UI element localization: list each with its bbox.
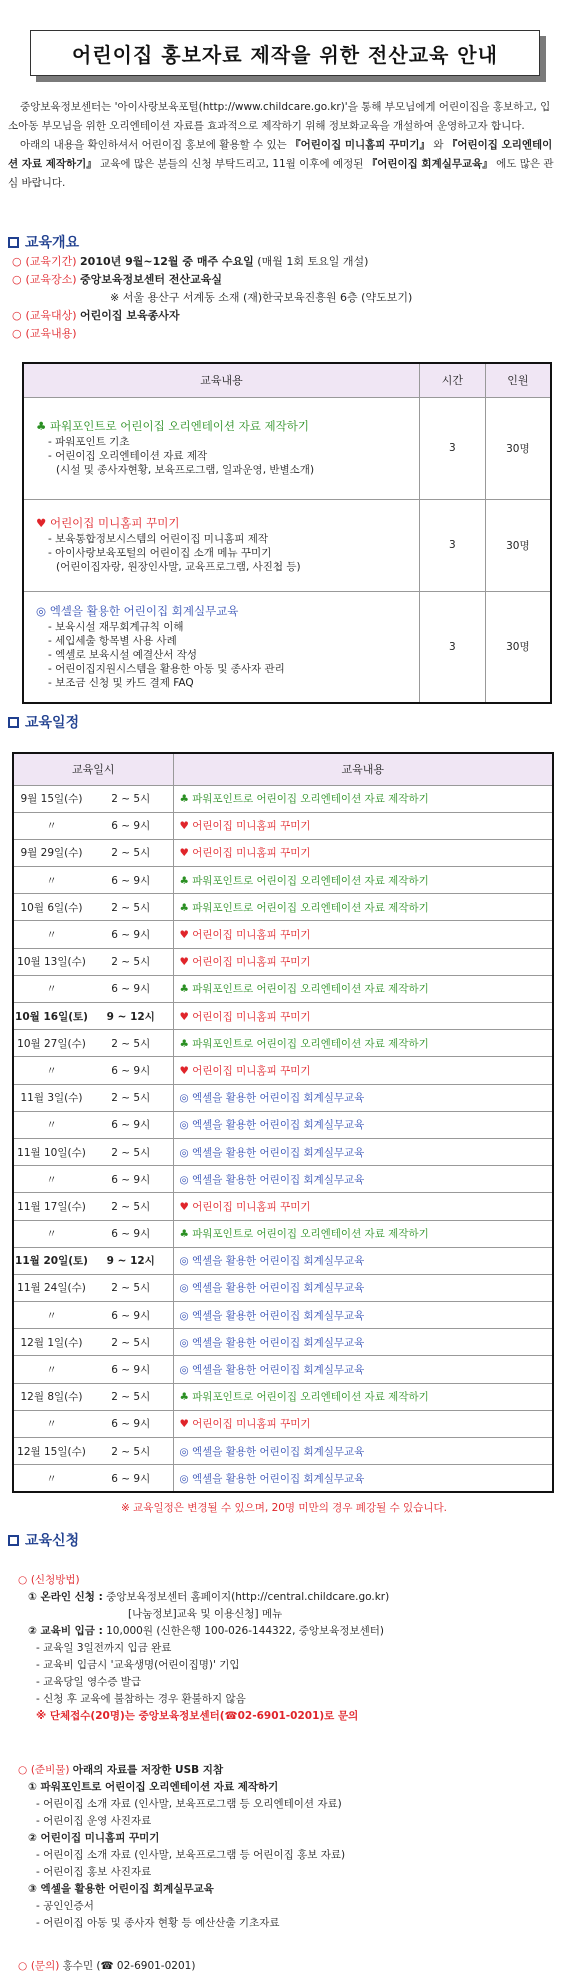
schedule-time: 6 ~ 9시: [89, 1111, 173, 1138]
schedule-time: 9 ~ 12시: [89, 1247, 173, 1274]
schedule-time: 9 ~ 12시: [89, 1003, 173, 1030]
course-table-header: 시간: [419, 363, 485, 397]
course-table-header: 교육내용: [23, 363, 419, 397]
schedule-course: ♥ 어린이집 미니홈피 꾸미기: [173, 1193, 553, 1220]
overview-content-label: ○ (교육내용): [12, 327, 77, 340]
schedule-course: ♥ 어린이집 미니홈피 꾸미기: [173, 839, 553, 866]
schedule-course: ◎ 엑셀을 활용한 어린이집 회계실무교육: [173, 1356, 553, 1383]
table-row: [13, 1220, 553, 1247]
schedule-time: 2 ~ 5시: [89, 1438, 173, 1465]
schedule-time: 2 ~ 5시: [89, 1274, 173, 1301]
schedule-body: [13, 785, 553, 1492]
schedule-time: 2 ~ 5시: [89, 894, 173, 921]
schedule-date: 〃: [13, 1166, 89, 1193]
course-table-header: 인원: [485, 363, 551, 397]
schedule-date: 〃: [13, 921, 89, 948]
schedule-course: ◎ 엑셀을 활용한 어린이집 회계실무교육: [173, 1329, 553, 1356]
schedule-course: ◎ 엑셀을 활용한 어린이집 회계실무교육: [173, 1166, 553, 1193]
schedule-course: ♣ 파워포인트로 어린이집 오리엔테이션 자료 제작하기: [173, 1030, 553, 1057]
schedule-course: ◎ 엑셀을 활용한 어린이집 회계실무교육: [173, 1274, 553, 1301]
table-row: [13, 894, 553, 921]
schedule-time: 6 ~ 9시: [89, 1166, 173, 1193]
hours-cell: 3: [419, 591, 485, 703]
schedule-date: 〃: [13, 1220, 89, 1247]
schedule-header-content: 교육내용: [173, 753, 553, 785]
application-contact: ○ (문의) 홍수민 (☎ 02-6901-0201): [18, 1960, 196, 1972]
course-cell: ◎ 엑셀을 활용한 어린이집 회계실무교육 - 보육시설 재무회계규칙 이해 - 세입세출 항목별 사용 사례 - 엑셀로 보육시설 예결산서 작성 - 어린이집지원시스템을 활용한 아동 및 종사자 관리 - 보조금 신청 및 카드 결제 FAQ: [23, 591, 419, 703]
schedule-notice: ※ 교육일정은 변경될 수 있으며, 20명 미만의 경우 폐강될 수 있습니다.: [121, 1502, 447, 1514]
schedule-date: 12월 1일(수): [13, 1329, 89, 1356]
schedule-course: ◎ 엑셀을 활용한 어린이집 회계실무교육: [173, 1465, 553, 1492]
schedule-date: 11월 17일(수): [13, 1193, 89, 1220]
schedule-time: 2 ~ 5시: [89, 948, 173, 975]
schedule-date: 10월 27일(수): [13, 1030, 89, 1057]
schedule-time: 6 ~ 9시: [89, 1302, 173, 1329]
schedule-date: 〃: [13, 1465, 89, 1492]
schedule-time: 2 ~ 5시: [89, 839, 173, 866]
table-row: [23, 397, 551, 499]
table-row: [13, 839, 553, 866]
schedule-date: 9월 15일(수): [13, 785, 89, 812]
overview-target: ○ (교육대상) 어린이집 보육종사자: [12, 309, 180, 322]
schedule-time: 6 ~ 9시: [89, 1465, 173, 1492]
schedule-time: 6 ~ 9시: [89, 1356, 173, 1383]
schedule-date: 12월 15일(수): [13, 1438, 89, 1465]
schedule-course: ♣ 파워포인트로 어린이집 오리엔테이션 자료 제작하기: [173, 1220, 553, 1247]
schedule-course: ◎ 엑셀을 활용한 어린이집 회계실무교육: [173, 1438, 553, 1465]
course-cell: ♥ 어린이집 미니홈피 꾸미기 - 보육통합정보시스템의 어린이집 미니홈피 제작 - 아이사랑보육포털의 어린이집 소개 메뉴 꾸미기 (어린이집자랑, 원장인사말, 교육프로그램, 사진첩 등): [23, 499, 419, 591]
schedule-time: 2 ~ 5시: [89, 1383, 173, 1410]
schedule-course: ◎ 엑셀을 활용한 어린이집 회계실무교육: [173, 1084, 553, 1111]
schedule-date: 〃: [13, 1356, 89, 1383]
schedule-course: ◎ 엑셀을 활용한 어린이집 회계실무교육: [173, 1138, 553, 1165]
schedule-date: 10월 16일(토): [13, 1003, 89, 1030]
schedule-course: ♣ 파워포인트로 어린이집 오리엔테이션 자료 제작하기: [173, 1383, 553, 1410]
schedule-time: 6 ~ 9시: [89, 975, 173, 1002]
square-icon: [8, 1535, 19, 1546]
schedule-time: 6 ~ 9시: [89, 1220, 173, 1247]
table-row: [13, 948, 553, 975]
section-heading-overview: 교육개요: [8, 232, 79, 252]
schedule-course: ♥ 어린이집 미니홈피 꾸미기: [173, 1057, 553, 1084]
table-row: [13, 1329, 553, 1356]
course-table: [22, 362, 552, 704]
schedule-time: 6 ~ 9시: [89, 867, 173, 894]
capacity-cell: 30명: [485, 591, 551, 703]
course-cell: ♣ 파워포인트로 어린이집 오리엔테이션 자료 제작하기 - 파워포인트 기초 - 어린이집 오리엔테이션 자료 제작 (시설 및 종사자현황, 보육프로그램, 일과운영, 반별소개): [23, 397, 419, 499]
schedule-date: 〃: [13, 1111, 89, 1138]
schedule-course: ♣ 파워포인트로 어린이집 오리엔테이션 자료 제작하기: [173, 975, 553, 1002]
page-title: 어린이집 홍보자료 제작을 위한 전산교육 안내: [72, 42, 498, 67]
table-row: [13, 975, 553, 1002]
schedule-time: 2 ~ 5시: [89, 1193, 173, 1220]
schedule-course: ♥ 어린이집 미니홈피 꾸미기: [173, 948, 553, 975]
hours-cell: 3: [419, 397, 485, 499]
table-row: [13, 1138, 553, 1165]
intro-text: [8, 98, 558, 193]
section-heading-schedule: 교육일정: [8, 712, 79, 732]
table-row: [13, 1003, 553, 1030]
intro-paragraph-2: 아래의 내용을 확인하셔서 어린이집 홍보에 활용할 수 있는 『어린이집 미니홈피 꾸미기』 와 『어린이집 오리엔테이션 자료 제작하기』 교육에 많은 분들의 신청 부탁드리고, 11월 이후에 예정된 『어린이집 회계실무교육』 에도 많은 관심 바랍니다.: [8, 139, 554, 189]
intro-paragraph-1: 중앙보육정보센터는 '아이사랑보육포털(http://www.childcare.go.kr)'을 통해 부모님에게 어린이집을 홍보하고, 입소아동 부모님을 위한 오리엔테이션 자료를 효과적으로 제작하기 위해 정보화교육을 개설하여 운영하고자 합니다.: [8, 101, 551, 132]
schedule-date: 10월 6일(수): [13, 894, 89, 921]
schedule-course: ◎ 엑셀을 활용한 어린이집 회계실무교육: [173, 1247, 553, 1274]
table-row: [13, 1356, 553, 1383]
schedule-course: ♣ 파워포인트로 어린이집 오리엔테이션 자료 제작하기: [173, 867, 553, 894]
schedule-date: 11월 10일(수): [13, 1138, 89, 1165]
schedule-time: 2 ~ 5시: [89, 785, 173, 812]
table-row: [13, 1302, 553, 1329]
table-row: [13, 1410, 553, 1437]
schedule-date: 〃: [13, 812, 89, 839]
schedule-time: 2 ~ 5시: [89, 1084, 173, 1111]
schedule-date: 11월 24일(수): [13, 1274, 89, 1301]
schedule-time: 6 ~ 9시: [89, 1410, 173, 1437]
capacity-cell: 30명: [485, 499, 551, 591]
table-row: [23, 499, 551, 591]
table-row: [13, 1057, 553, 1084]
table-row: [13, 1030, 553, 1057]
overview-period: ○ (교육기간) 2010년 9월~12월 중 매주 수요일 (매월 1회 토요일 개설): [12, 255, 369, 268]
schedule-time: 2 ~ 5시: [89, 1030, 173, 1057]
schedule-time: 6 ~ 9시: [89, 921, 173, 948]
table-row: [13, 785, 553, 812]
schedule-course: ♥ 어린이집 미니홈피 꾸미기: [173, 812, 553, 839]
schedule-date: 〃: [13, 975, 89, 1002]
schedule-course: ♥ 어린이집 미니홈피 꾸미기: [173, 1003, 553, 1030]
table-row: [13, 1383, 553, 1410]
table-row: [23, 591, 551, 703]
schedule-date: 9월 29일(수): [13, 839, 89, 866]
table-row: [13, 1438, 553, 1465]
section-heading-application: 교육신청: [8, 1530, 79, 1550]
schedule-date: 10월 13일(수): [13, 948, 89, 975]
schedule-date: 〃: [13, 1057, 89, 1084]
schedule-date: 11월 3일(수): [13, 1084, 89, 1111]
table-row: [13, 867, 553, 894]
hours-cell: 3: [419, 499, 485, 591]
schedule-time: 2 ~ 5시: [89, 1329, 173, 1356]
table-row: [13, 1465, 553, 1492]
schedule-course: ♥ 어린이집 미니홈피 꾸미기: [173, 1410, 553, 1437]
schedule-time: 2 ~ 5시: [89, 1138, 173, 1165]
schedule-course: ♣ 파워포인트로 어린이집 오리엔테이션 자료 제작하기: [173, 894, 553, 921]
schedule-date: 12월 8일(수): [13, 1383, 89, 1410]
square-icon: [8, 717, 19, 728]
schedule-course: ◎ 엑셀을 활용한 어린이집 회계실무교육: [173, 1111, 553, 1138]
capacity-cell: 30명: [485, 397, 551, 499]
table-row: [13, 1084, 553, 1111]
schedule-date: 〃: [13, 867, 89, 894]
schedule-course: ♥ 어린이집 미니홈피 꾸미기: [173, 921, 553, 948]
table-row: [13, 1111, 553, 1138]
application-prep: ○ (준비물) 아래의 자료를 저장한 USB 지참 ① 파워포인트로 어린이집 오리엔테이션 자료 제작하기 - 어린이집 소개 자료 (인사말, 보육프로그램 등 오리엔테이션 자료) - 어린이집 운영 사진자료 ② 어린이집 미니홈피 꾸미기 - 어린이집 소개 자료 (인사말, 보육프로그램 등 어린이집 홍보 자료) - 어린이집 홍보 사진자료 ③ 엑셀을 활용한 어린이집 회계실무교육 - 공인인증서 - 어린이집 아동 및 종사자 현황 등 예산산출 기초자료: [18, 1764, 346, 1929]
table-row: [13, 812, 553, 839]
overview-place: ○ (교육장소) 중앙보육정보센터 전산교육실: [12, 273, 222, 286]
schedule-time: 6 ~ 9시: [89, 812, 173, 839]
table-row: [13, 1193, 553, 1220]
table-row: [13, 921, 553, 948]
schedule-course: ♣ 파워포인트로 어린이집 오리엔테이션 자료 제작하기: [173, 785, 553, 812]
group-warning: ※ 단체접수(20명)는 중앙보육정보센터(☎02-6901-0201)로 문의: [36, 1710, 359, 1722]
schedule-date: 〃: [13, 1302, 89, 1329]
schedule-course: ◎ 엑셀을 활용한 어린이집 회계실무교육: [173, 1302, 553, 1329]
schedule-table: [12, 752, 554, 1493]
page-title-box: [30, 30, 540, 76]
square-icon: [8, 237, 19, 248]
schedule-header-date: 교육일시: [13, 753, 173, 785]
application-method: ○ (신청방법) ① 온라인 신청 : 중앙보육정보센터 홈페이지(http://central.childcare.go.kr) [나눔정보]교육 및 이용신청] 메뉴 ② 교육비 입금 : 10,000원 (신한은행 100-026-144322, 중앙보육정보센터) - 교육일 3일전까지 입금 완료 - 교육비 입금시 '교육생명(어린이집명)' 기입 - 교육당일 영수증 발급 - 신청 후 교육에 불참하는 경우 환불하지 않음 ※ 단체접수(20명)는 중앙보육정보센터(☎02-6901-0201)로 문의: [18, 1572, 558, 1725]
schedule-date: 〃: [13, 1410, 89, 1437]
schedule-time: 6 ~ 9시: [89, 1057, 173, 1084]
table-row: [13, 1274, 553, 1301]
schedule-date: 11월 20일(토): [13, 1247, 89, 1274]
table-row: [13, 1247, 553, 1274]
table-row: [13, 1166, 553, 1193]
overview-place-note: ※ 서울 용산구 서계동 소재 (재)한국보육진흥원 6층 (약도보기): [110, 291, 413, 304]
